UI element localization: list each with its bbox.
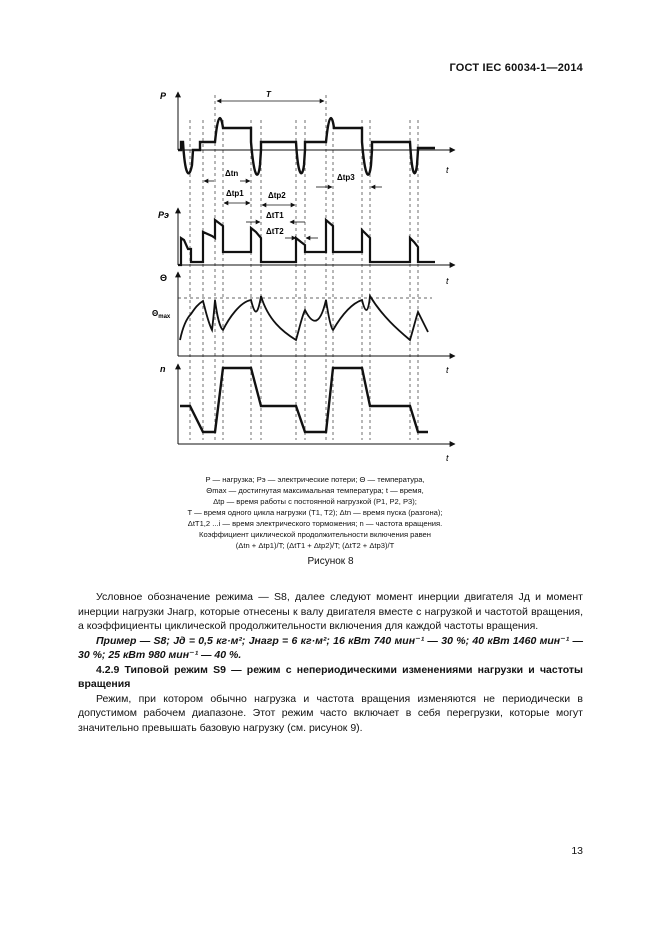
p-curve	[178, 118, 435, 175]
t-label: T	[266, 90, 271, 99]
legend-line-6: Коэффициент циклической продолжительности включения равен	[199, 530, 431, 539]
section-heading-4-2-9: 4.2.9 Типовой режим S9 — режим с непериодическими изменениями нагрузки и частоты вращения	[78, 663, 583, 690]
panel-speed	[160, 364, 455, 463]
example-s8: Пример — S8; Jд = 0,5 кг·м²; Jнагр = 6 кг·м²; 16 кВт 740 мин⁻¹ — 30 %; 40 кВт 1460 мин⁻¹ — 30 %; 25 кВт 980 мин⁻¹ — 40 %.	[78, 634, 583, 661]
paragraph-s8-designation: Условное обозначение режима — S8, далее следуют момент инерции двигателя Jд и момент инерции нагрузки Jнагр, которые отнесены к валу двигателя вместе с нагрузкой и частотой вращения, а коэффициенты циклической продолжительности включения для каждой частоты вращения.	[78, 591, 583, 632]
dt-t2-label: ΔtT2	[266, 227, 284, 236]
panel-losses	[158, 208, 455, 286]
theta-curve	[180, 296, 428, 340]
page-number: 13	[571, 845, 583, 857]
n-time-label: t	[446, 453, 449, 463]
standard-header: ГОСТ IEC 60034-1—2014	[449, 62, 583, 74]
pe-axis-label: Pэ	[158, 210, 169, 220]
theta-max-label: $\Theta_{max}$	[152, 309, 171, 320]
panel-load	[160, 90, 455, 238]
dt-p3-label: Δtp3	[337, 173, 355, 182]
legend-line-3: Δtp — время работы с постоянной нагрузкой (P1, P2, P3);	[213, 497, 417, 506]
pe-time-label: t	[446, 276, 449, 286]
legend-line-5: ΔtT1,2 ...i — время электрического торможения; n — частота вращения.	[187, 519, 443, 528]
figure-caption: Рисунок 8	[307, 556, 354, 567]
dt-p2-label: Δtp2	[268, 191, 286, 200]
legend-line-2: Θmax — достигнутая максимальная температура; t — время,	[206, 486, 424, 495]
pe-curve	[178, 220, 435, 265]
legend-line-4: T — время одного цикла нагрузки (T1, T2); Δtn — время пуска (разгона);	[187, 508, 443, 517]
legend-line-1: P — нагрузка; Pэ — электрические потери; Θ — температура,	[205, 475, 425, 484]
theta-axis-label: Θ	[160, 273, 168, 283]
dt-t1-label: ΔtT1	[266, 211, 284, 220]
dt-n-label: Δtn	[225, 169, 239, 178]
n-curve	[180, 368, 428, 432]
paragraph-s9-description: Режим, при котором обычно нагрузка и частота вращения изменяются не периодически в допустимом рабочем диапазоне. Этот режим часто включает в себя перегрузки, которые могут значительно превышать базовую нагрузку (см. рисунок 9).	[78, 692, 583, 734]
n-axis-label: n	[160, 364, 166, 374]
panel-temperature	[152, 272, 455, 375]
p-time-label: t	[446, 165, 449, 175]
figure-legend	[150, 474, 480, 551]
dt-p1-label: Δtp1	[226, 189, 244, 198]
theta-time-label: t	[446, 365, 449, 375]
p-axis-label: P	[160, 91, 167, 101]
body-text	[78, 590, 583, 735]
legend-line-7: (Δtn + Δtp1)/T; (ΔtT1 + Δtp2)/T; (ΔtT2 + Δtp3)/T	[235, 541, 395, 550]
